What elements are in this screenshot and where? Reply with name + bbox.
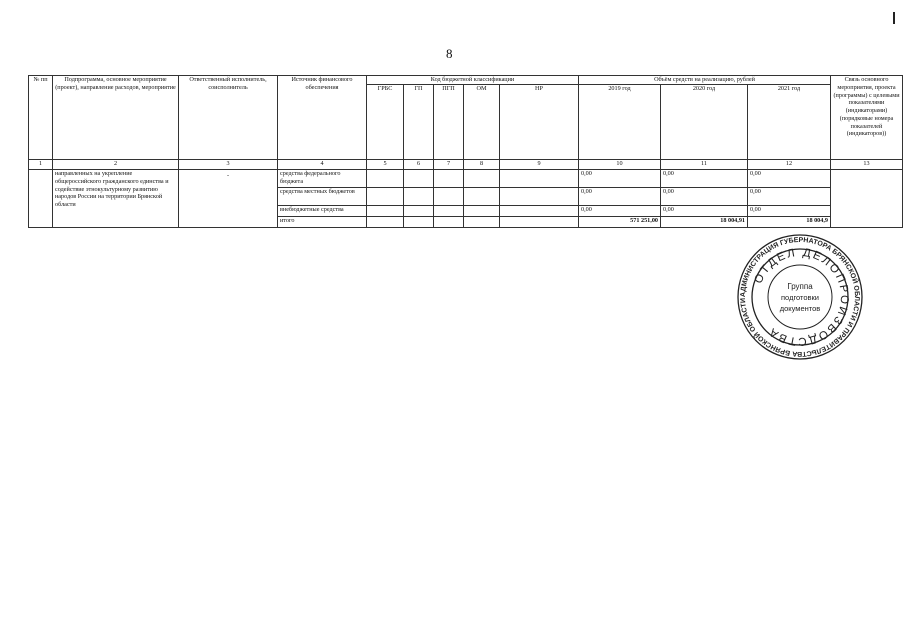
cell-source: средства федерального бюджета xyxy=(278,170,367,188)
header-subprogram: Подпрограмма, основное мероприятие (проект), направление расходов, мероприятие xyxy=(53,76,179,160)
header-no: № пп xyxy=(29,76,53,160)
stamp-center-line: Группа xyxy=(787,282,813,291)
column-number: 7 xyxy=(434,160,464,170)
header-source: Источник финансового обеспечения xyxy=(278,76,367,160)
cell-2020: 0,00 xyxy=(661,188,748,206)
cell-2021-total: 18 004,9 xyxy=(748,217,831,228)
cell-2019: 0,00 xyxy=(579,206,661,217)
column-number: 3 xyxy=(179,160,278,170)
cell-2019: 0,00 xyxy=(579,170,661,188)
header-budget-code: Код бюджетной классификации xyxy=(367,76,579,85)
office-stamp xyxy=(735,232,865,362)
column-number: 10 xyxy=(579,160,661,170)
header-grbs: ГРБС xyxy=(367,85,404,160)
header-2021: 2021 год xyxy=(748,85,831,160)
column-number: 9 xyxy=(500,160,579,170)
header-om: ОМ xyxy=(464,85,500,160)
header-row-1 xyxy=(29,76,903,85)
cell-2019: 0,00 xyxy=(579,188,661,206)
header-indicators: Связь основного мероприятия, проекта (программы) с целевыми показателями (индикаторами) (порядковые номера показателей (индикаторов)) xyxy=(831,76,903,160)
cell-no xyxy=(29,170,53,228)
column-number: 6 xyxy=(404,160,434,170)
header-executor: Ответственный исполнитель, соисполнитель xyxy=(179,76,278,160)
column-number: 5 xyxy=(367,160,404,170)
cell-description: направленных на укрепление общероссийского гражданского единства и содействие этнокультурному развитию народов России на территории Брянской области xyxy=(53,170,179,228)
stamp-center-line: подготовки xyxy=(781,293,819,302)
column-number: 12 xyxy=(748,160,831,170)
cell-2021: 0,00 xyxy=(748,188,831,206)
cell-2020: 0,00 xyxy=(661,206,748,217)
header-gp: ГП xyxy=(404,85,434,160)
cell-2021: 0,00 xyxy=(748,170,831,188)
column-number: 13 xyxy=(831,160,903,170)
stamp-outer-text: АДМИНИСТРАЦИЯ ГУБЕРНАТОРА БРЯНСКОЙ ОБЛАСТИ И ПРАВИТЕЛЬСТВА БРЯНСКОЙ ОБЛАСТИ xyxy=(739,236,861,358)
column-number: 11 xyxy=(661,160,748,170)
header-2019: 2019 год xyxy=(579,85,661,160)
cell-2020-total: 18 004,91 xyxy=(661,217,748,228)
stamp-inner-text: ОТДЕЛ ДЕЛОПРОИЗВОДСТВА xyxy=(752,246,851,348)
page-number: 8 xyxy=(446,46,453,61)
cell-source: средства местных бюджетов xyxy=(278,188,367,206)
header-nr: НР xyxy=(500,85,579,160)
column-number: 8 xyxy=(464,160,500,170)
cell-2020: 0,00 xyxy=(661,170,748,188)
cell-indicators xyxy=(831,170,903,228)
header-pgp: ПГП xyxy=(434,85,464,160)
stamp-center-line: документов xyxy=(779,304,821,313)
column-number-row xyxy=(29,160,903,170)
cell-source: итого xyxy=(278,217,367,228)
column-number: 2 xyxy=(53,160,179,170)
cell-executor: - xyxy=(179,170,278,228)
header-2020: 2020 год xyxy=(661,85,748,160)
budget-table xyxy=(28,75,903,228)
table-row xyxy=(29,170,903,188)
cell-2021: 0,00 xyxy=(748,206,831,217)
cell-2019-total: 571 251,00 xyxy=(579,217,661,228)
edge-mark xyxy=(893,12,895,24)
cell-source: внебюджетные средства xyxy=(278,206,367,217)
column-number: 4 xyxy=(278,160,367,170)
column-number: 1 xyxy=(29,160,53,170)
header-funds: Объём средств на реализацию, рублей xyxy=(579,76,831,85)
